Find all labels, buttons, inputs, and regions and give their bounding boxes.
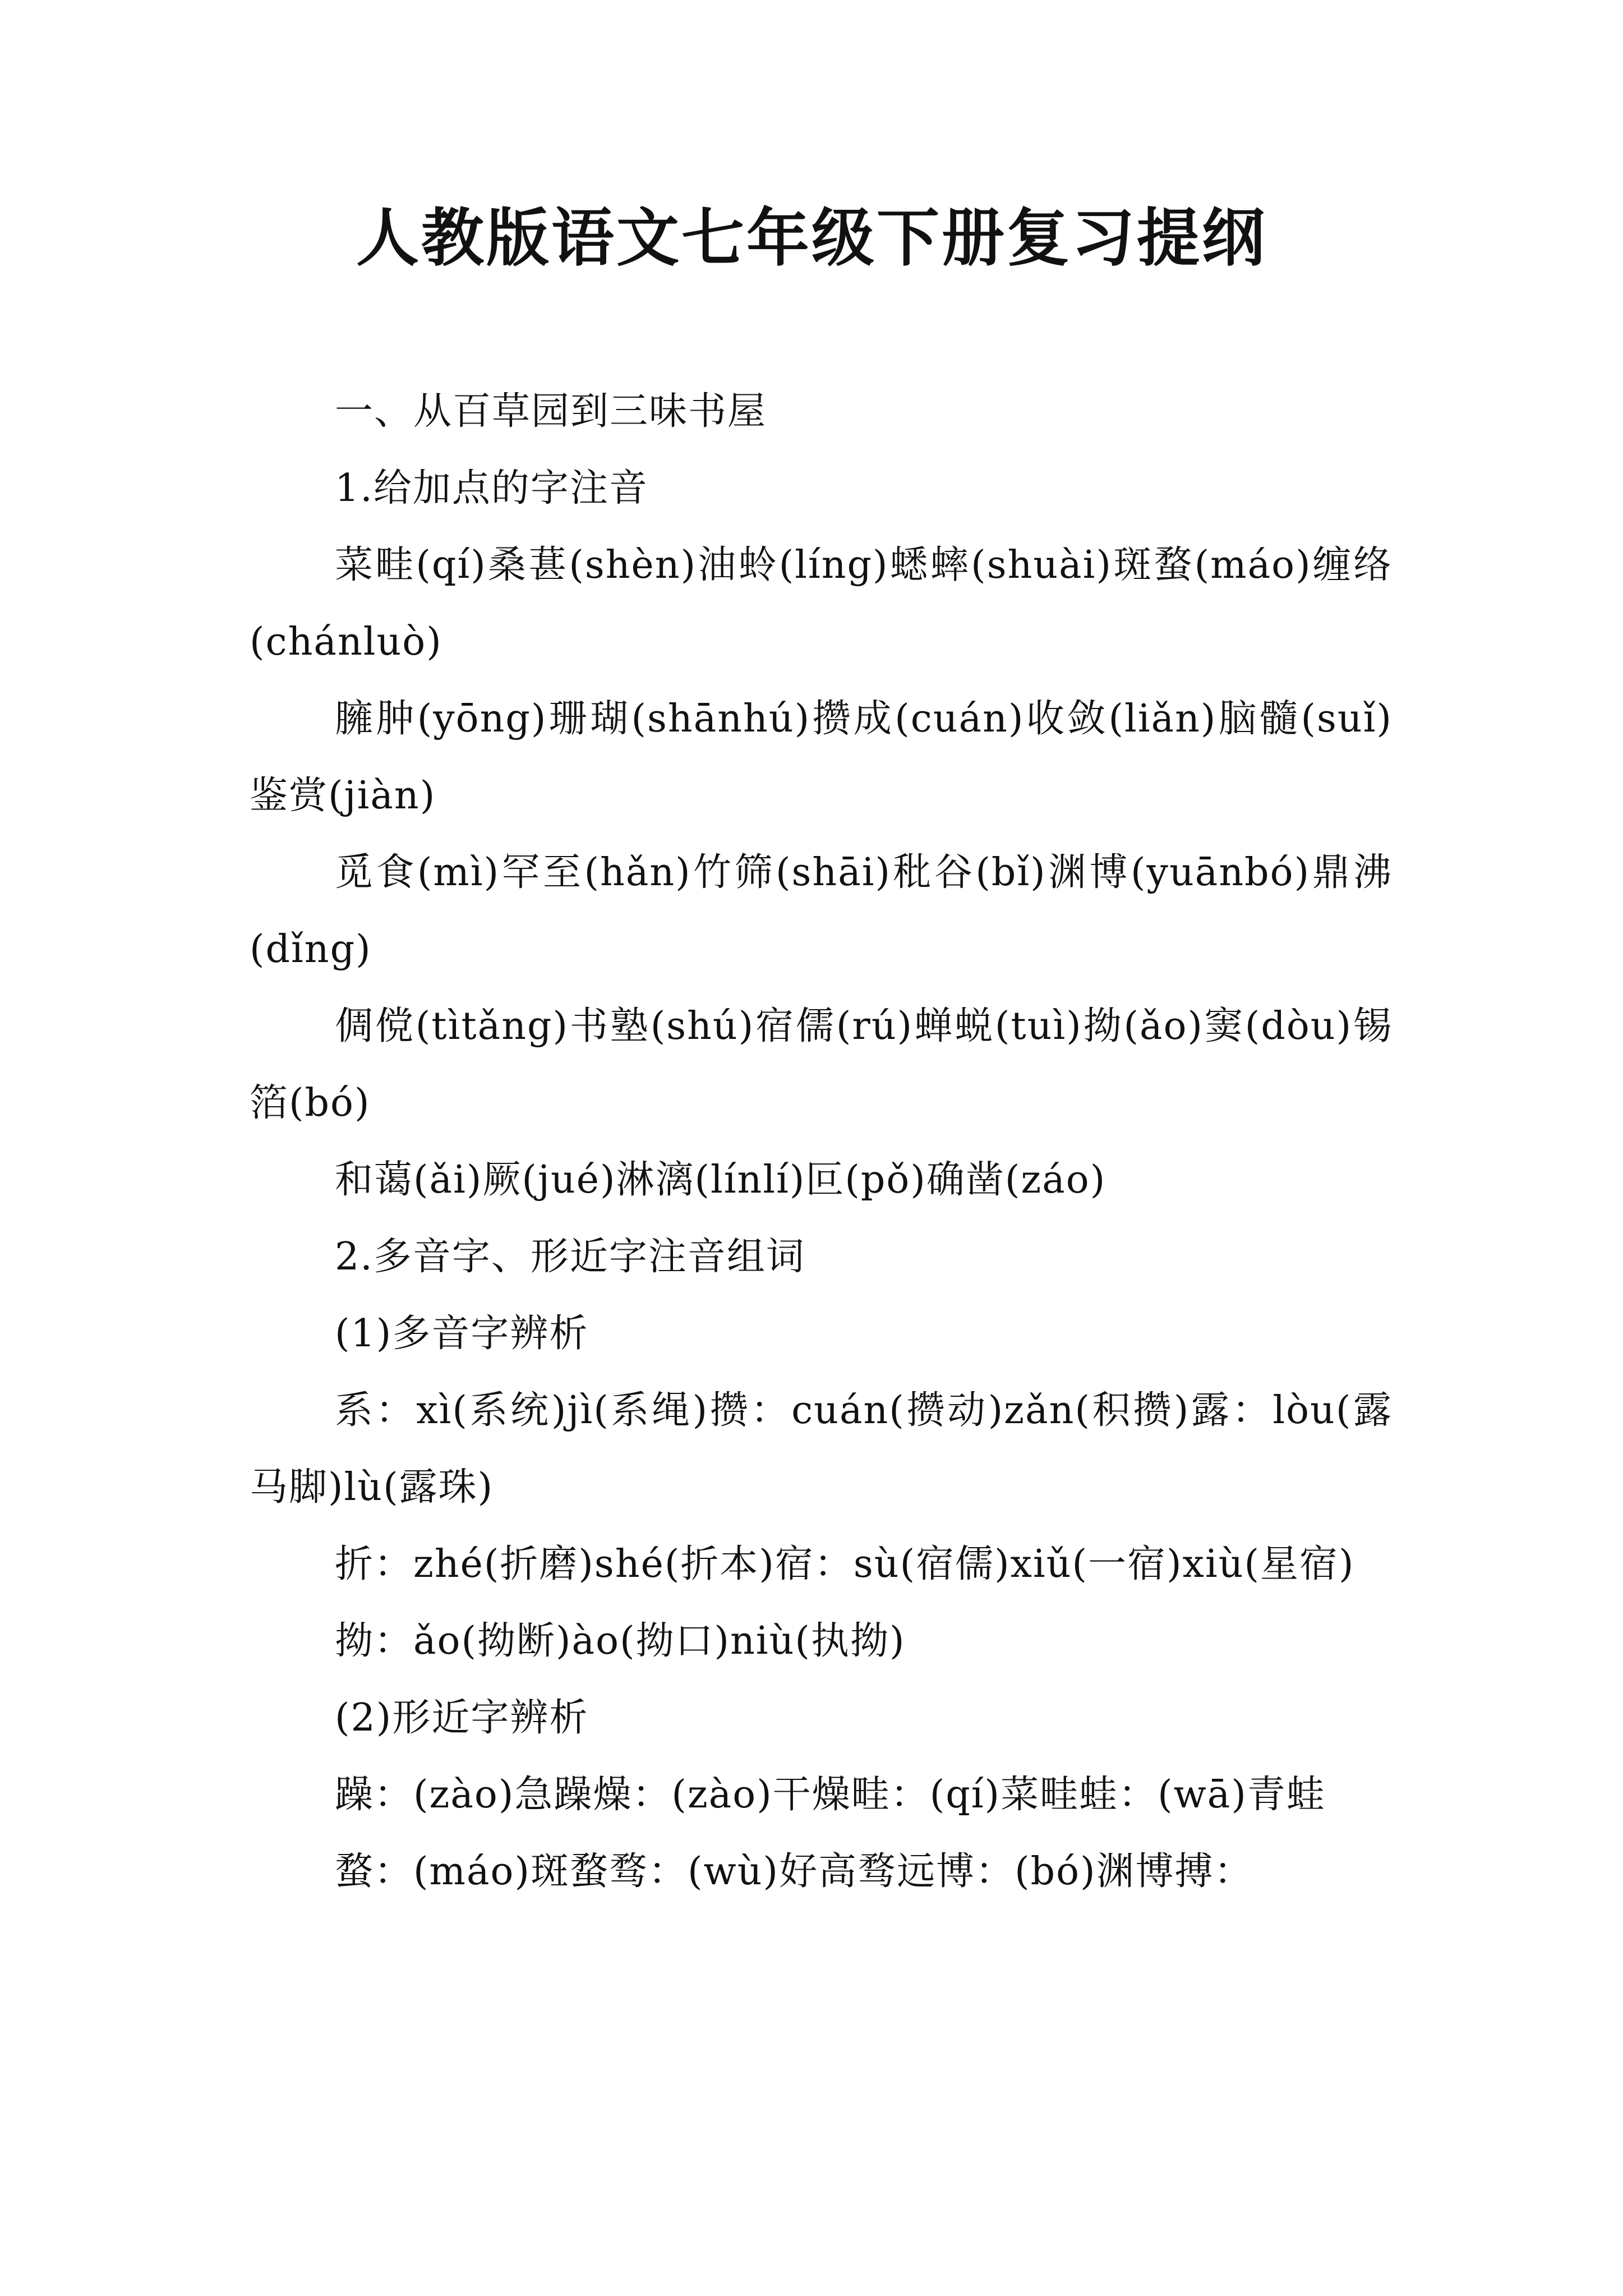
document-title: 人教版语文七年级下册复习提纲	[356, 201, 1267, 275]
section-heading: 一、从百草园到三味书屋	[335, 389, 767, 434]
pinyin-line: 和蔼(ǎi)厥(jué)淋漓(línlí)叵(pǒ)确凿(záo)	[335, 1158, 1106, 1202]
pinyin-line: 菜畦(qí)桑葚(shèn)油蛉(líng)蟋蟀(shuài)斑蝥(máo)缠络(chánluò)	[250, 543, 1393, 664]
subsection-heading: 1.给加点的字注音	[335, 466, 648, 510]
pinyin-line: 臃肿(yōng)珊瑚(shānhú)攒成(cuán)收敛(liǎn)脑髓(suǐ)鉴赏(jiàn)	[250, 697, 1393, 818]
similar-char-line: 蝥：(máo)斑蝥骛：(wù)好高骛远博：(bó)渊博搏：	[335, 1849, 1253, 1894]
polyphone-line: 系：xì(系统)jì(系绳)攒：cuán(攒动)zǎn(积攒)露：lòu(露马脚)lù(露珠)	[250, 1388, 1393, 1510]
pinyin-line: 觅食(mì)罕至(hǎn)竹筛(shāi)秕谷(bǐ)渊博(yuānbó)鼎沸(dǐng)	[250, 850, 1393, 972]
polyphone-line: 拗：ǎo(拗断)ào(拗口)niù(执拗)	[335, 1619, 906, 1663]
polyphone-line: 折：zhé(折磨)shé(折本)宿：sù(宿儒)xiǔ(一宿)xiù(星宿)	[335, 1542, 1355, 1586]
subsection-heading: (1)多音字辨析	[335, 1312, 589, 1356]
document-body	[250, 373, 1393, 1910]
subsection-heading: 2.多音字、形近字注音组词	[335, 1235, 805, 1279]
subsection-heading: (2)形近字辨析	[335, 1696, 589, 1740]
pinyin-line: 倜傥(tìtǎng)书塾(shú)宿儒(rú)蝉蜕(tuì)拗(ǎo)窦(dòu)锡箔(bó)	[250, 1004, 1393, 1125]
similar-char-line: 躁：(zào)急躁燥：(zào)干燥畦：(qí)菜畦蛙：(wā)青蛙	[335, 1773, 1326, 1817]
